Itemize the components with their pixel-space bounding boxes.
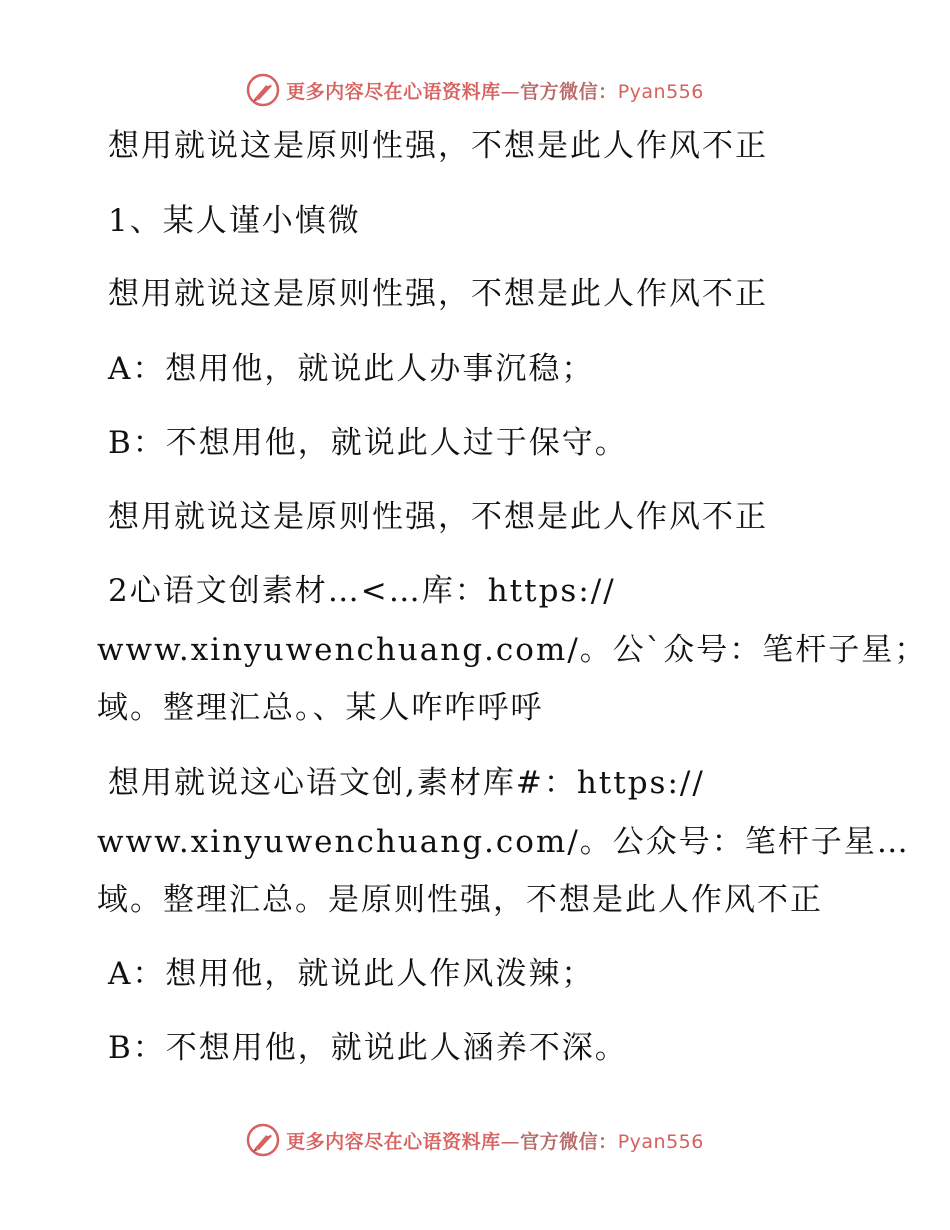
banner-main-text: 更多内容尽在心语资料库 — [286, 1130, 501, 1153]
text-line: 域。整理汇总。、某人咋咋呼呼 — [97, 690, 544, 726]
banner-dash: — — [500, 80, 521, 103]
banner-main-text: 更多内容尽在心语资料库 — [286, 80, 501, 103]
banner-dash: — — [500, 1130, 521, 1153]
text-line: 2心语文创素材…<…库：https:// — [108, 573, 616, 609]
footer-banner — [0, 1120, 950, 1160]
text-line: A：想用他，就说此人作风泼辣； — [108, 956, 595, 992]
text-line: 域。整理汇总。是原则性强，不想是此人作风不正 — [97, 882, 823, 918]
text-line: 1、某人谨小慎微 — [108, 203, 361, 239]
pen-logo-icon — [246, 1123, 280, 1157]
banner-text — [286, 1127, 704, 1154]
text-line: www.xinyuwenchuang.com/。公众号：笔杆子星… — [97, 824, 910, 860]
text-line: www.xinyuwenchuang.com/。公`众号：笔杆子星； — [97, 632, 928, 668]
text-line: 想用就说这是原则性强，不想是此人作风不正 — [108, 128, 768, 164]
text-line: B：不想用他，就说此人涵养不深。 — [108, 1030, 628, 1066]
text-line: B：不想用他，就说此人过于保守。 — [108, 425, 628, 461]
banner-label: 官方微信： — [520, 80, 618, 103]
text-line: 想用就说这心语文创,素材库#：https:// — [108, 765, 705, 801]
banner-handle: Pyan556 — [617, 1130, 704, 1153]
text-line: 想用就说这是原则性强，不想是此人作风不正 — [108, 499, 768, 535]
text-line: A：想用他，就说此人办事沉稳； — [108, 351, 595, 387]
banner-handle: Pyan556 — [617, 80, 704, 103]
text-line: 想用就说这是原则性强，不想是此人作风不正 — [108, 276, 768, 312]
banner-label: 官方微信： — [520, 1130, 618, 1153]
